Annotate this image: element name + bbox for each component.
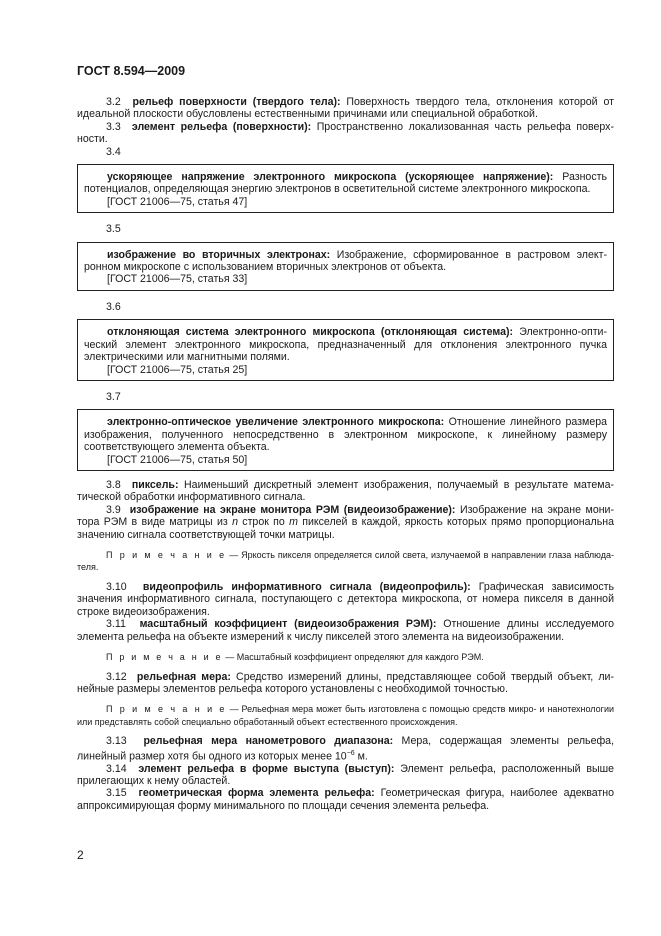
entry-number: 3.5 xyxy=(106,223,121,236)
entry-3-9 xyxy=(77,504,614,541)
entry-number: 3.3 xyxy=(106,120,121,133)
entry-term: изображение во вторичных электронах: xyxy=(107,248,331,261)
entry-definition: Разность потенциалов, определяющая энергию электронов в осветительной системе электронного микроскопа. xyxy=(84,171,607,196)
variable-n: n xyxy=(232,516,238,529)
entry-3-3 xyxy=(77,121,614,146)
note-label: П р и м е ч а н и е xyxy=(106,652,223,662)
entry-3-2 xyxy=(77,96,614,121)
note-1 xyxy=(77,549,614,574)
entry-definition: Элемент рельефа, расположенный выше прилегающих к нему областей. xyxy=(77,762,614,788)
entry-term: видеопрофиль информативного сигнала (видеопрофиль): xyxy=(142,580,471,593)
entry-3-14 xyxy=(77,763,614,788)
variable-m: m xyxy=(289,516,298,529)
entry-number: 3.12 xyxy=(106,670,127,683)
entry-3-10 xyxy=(77,581,614,618)
entry-number: 3.10 xyxy=(106,580,127,593)
entry-3-7-box xyxy=(77,409,614,471)
entry-number: 3.8 xyxy=(106,478,121,491)
entry-number: 3.6 xyxy=(106,300,121,313)
entry-term: отклоняющая система электронного микроскопа (отклоняющая система): xyxy=(107,326,514,339)
entry-number: 3.13 xyxy=(106,735,127,748)
note-3 xyxy=(77,703,614,728)
entry-definition: Наименьший дискретный элемент изображения, получаемый в результате математической обработки информативного сигнала. xyxy=(77,478,614,504)
entry-3-6-box xyxy=(77,319,614,381)
entry-definition: Отношение длины исследуемого элемента рельефа на объекте измерений к числу пикселей этого элемента на видеоизображении. xyxy=(77,618,614,643)
entry-3-6 xyxy=(84,326,607,363)
note-label: П р и м е ч а н и е xyxy=(106,704,227,715)
entry-term: пиксель: xyxy=(131,478,179,491)
entry-3-4-box xyxy=(77,164,614,213)
entry-term: масштабный коэффициент (видеоизображения РЭМ): xyxy=(139,618,437,631)
entry-3-11 xyxy=(77,618,614,643)
entry-definition: Отношение линейного размера изображения, полученного непосредственно в электронном микроскопе, к линейному размеру соответствующего элемента объекта. xyxy=(84,416,607,454)
entry-number: 3.4 xyxy=(106,145,121,158)
entry-3-13 xyxy=(77,735,614,762)
document-body xyxy=(77,96,614,812)
entry-definition: Средство измерений длины, представляющее собой твердый объект, линейные размеры элементов рельефа которого установлены с необходимой точностью. xyxy=(77,670,614,695)
entry-number: 3.14 xyxy=(106,762,127,775)
entry-number: 3.15 xyxy=(106,787,127,800)
entry-definition: Мера, содержащая элементы рельефа, линейный размер хотя бы одного из которых менее 10 xyxy=(77,735,615,763)
entry-term: рельеф поверхности (твердого тела): xyxy=(132,96,341,108)
entry-term: рельефная мера нанометрового диапазона: xyxy=(143,735,394,748)
entry-3-8 xyxy=(77,479,614,504)
entry-definition: Поверхность твердого тела, отклонения которой от идеальной плоскости обусловлены естественными причинами или специальной обработкой. xyxy=(77,96,614,121)
note-text: — Яркость пикселя определяется силой света, излучаемой в направлении глаза наблюдателя. xyxy=(77,549,614,573)
entry-number: 3.2 xyxy=(106,96,121,108)
entry-3-7 xyxy=(84,416,607,453)
entry-3-15 xyxy=(77,787,614,812)
page-number: 2 xyxy=(77,848,84,862)
entry-source: [ГОСТ 21006—75, статья 50] xyxy=(107,453,248,466)
exponent: −6 xyxy=(346,749,355,757)
entry-definition: Изображение, сформированное в растровом электронном микроскопе с использованием вторичных электронов от объекта. xyxy=(84,248,607,274)
entry-term: рельефная мера: xyxy=(136,670,231,683)
entry-definition: Электронно-оптический элемент электронного микроскопа, предназначенный для отклонения электронного пучка электрическими или магнитными полями. xyxy=(84,326,608,364)
entry-number: 3.9 xyxy=(106,503,121,516)
entry-3-12 xyxy=(77,671,614,696)
entry-source: [ГОСТ 21006—75, статья 33] xyxy=(107,273,248,286)
entry-term: изображение на экране монитора РЭМ (видеоизображение): xyxy=(129,503,456,516)
page-header: ГОСТ 8.594—2009 xyxy=(77,64,186,78)
entry-definition: строк по xyxy=(237,516,290,529)
note-text: — Масштабный коэффициент определяют для каждого РЭМ. xyxy=(222,652,484,662)
entry-source: [ГОСТ 21006—75, статья 25] xyxy=(107,363,248,376)
entry-3-5 xyxy=(84,249,607,274)
entry-number: 3.7 xyxy=(106,390,121,403)
entry-3-4 xyxy=(84,171,607,196)
entry-definition: пикселей в каждой, яркость которых прямо пропорциональна значению сигнала соответствующей точки матрицы. xyxy=(77,516,614,541)
entry-definition: м. xyxy=(354,750,368,763)
entry-definition: Изображение на экране монитора РЭМ в виде матрицы из xyxy=(77,503,615,529)
entry-definition: Пространственно локализованная часть рельефа поверхности. xyxy=(77,120,614,146)
entry-term: элемент рельефа (поверхности): xyxy=(131,120,312,133)
note-label: П р и м е ч а н и е xyxy=(106,549,227,560)
entry-definition: Геометрическая фигура, наиболее адекватно аппроксимирующая форму минимального по площади сечения элемента рельефа. xyxy=(77,787,614,812)
entry-term: геометрическая форма элемента рельефа: xyxy=(138,787,375,800)
entry-term: электронно-оптическое увеличение электронного микроскопа: xyxy=(107,416,445,429)
note-text: — Рельефная мера может быть изготовлена с помощью средств микро- и нанотехнологии или представлять собой специально обработанный объект естественного происхождения. xyxy=(77,704,614,727)
entry-source: [ГОСТ 21006—75, статья 47] xyxy=(107,195,248,208)
entry-3-5-box xyxy=(77,242,614,291)
entry-definition: Графическая зависимость значения информативного сигнала, поступающего с детектора микроскопа, от номера пикселя в данной строке видеоизображения. xyxy=(77,580,615,618)
entry-number: 3.11 xyxy=(106,618,126,631)
entry-term: элемент рельефа в форме выступа (выступ): xyxy=(138,762,395,775)
entry-term: ускоряющее напряжение электронного микроскопа (ускоряющее напряжение): xyxy=(107,171,554,184)
note-2 xyxy=(77,651,614,664)
